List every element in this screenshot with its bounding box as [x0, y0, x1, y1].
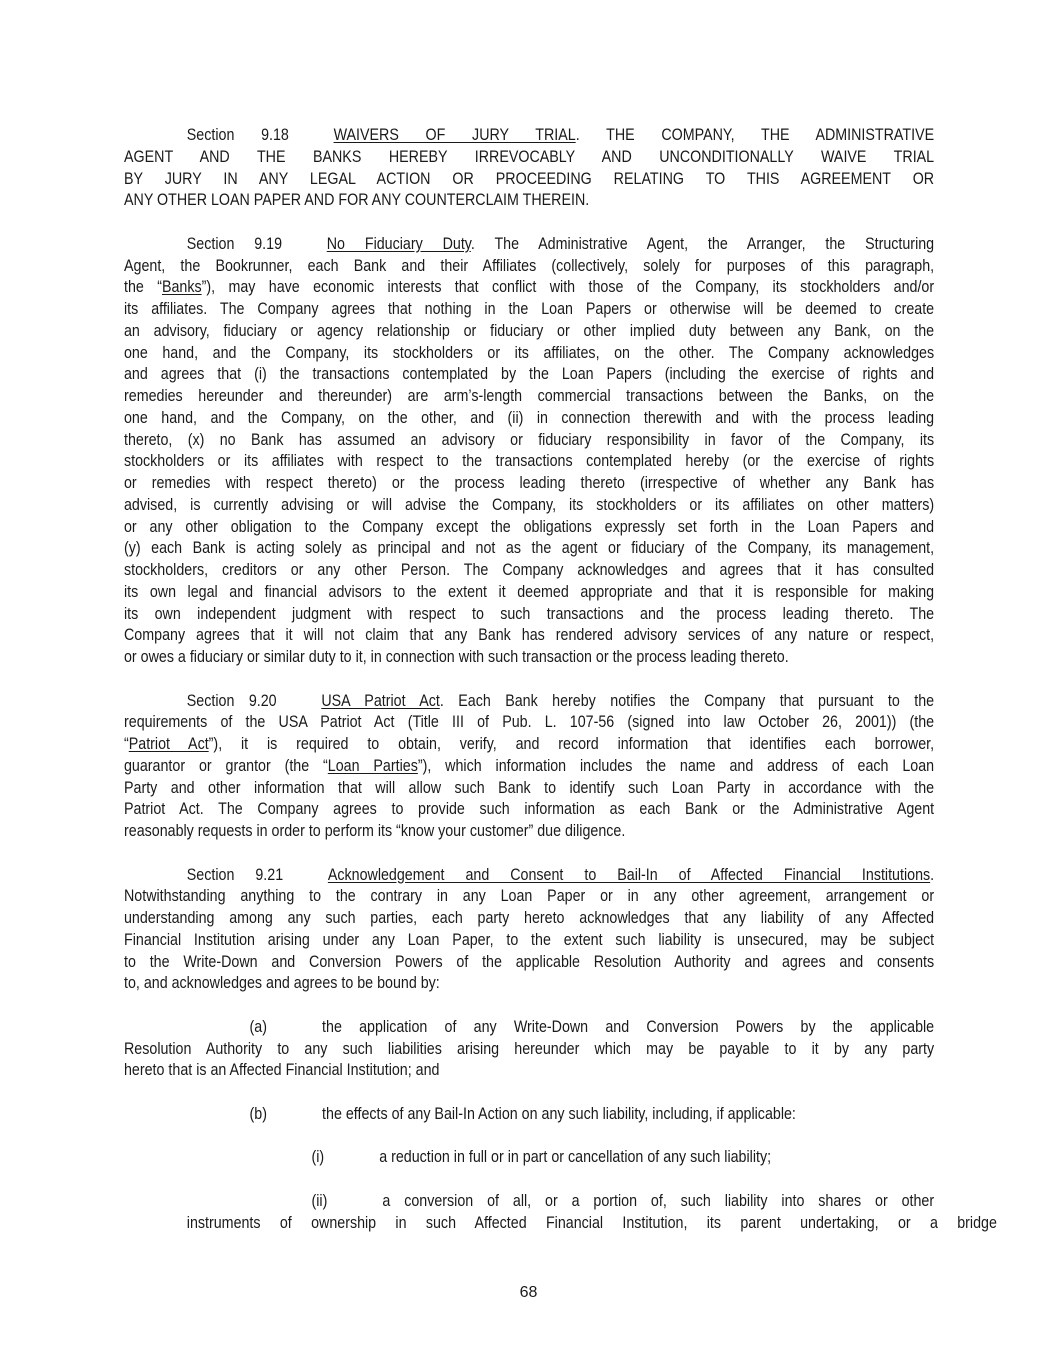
section-line: to the Write-Down and Conversion Powers of the applicable Resolution Authority and agrees and consents: [124, 951, 935, 971]
section-9-21: [124, 864, 934, 995]
defined-term: Patriot Act: [128, 734, 209, 753]
text-span: ”), it is required to obtain, verify, and record information that identifies each borrower,: [208, 734, 935, 753]
section-heading: Acknowledgement and Consent to Bail-In of Affected Financial Institutions: [327, 864, 931, 884]
clause-b: [124, 1103, 934, 1125]
clause-b-i: [124, 1146, 934, 1168]
section-line: stockholders, creditors or any other Person. The Company acknowledges and agrees that it has consulted: [124, 560, 935, 579]
clause-line: hereto that is an Affected Financial Institution; and: [124, 1060, 440, 1080]
section-label: Section 9.20: [186, 690, 277, 710]
text-span: . The Administrative Agent, the Arranger, the Structuring: [470, 233, 935, 253]
document-page: [124, 124, 997, 1233]
clause-label: (ii): [311, 1190, 328, 1210]
section-line: [124, 864, 934, 886]
defined-term: Loan Parties: [327, 755, 418, 775]
section-line: Financial Institution arising under any Loan Paper, to the extent such liability is unsecured, may be subject: [124, 929, 935, 949]
section-line: Notwithstanding anything to the contrary in any Loan Paper or in any other agreement, arrangement or: [124, 886, 935, 906]
section-line: [124, 233, 934, 255]
clause-line: Resolution Authority to any such liabilities arising hereunder which may be payable to it by any party: [124, 1038, 935, 1058]
section-line: understanding among any such parties, each party hereto acknowledges that any liability of any Affected: [124, 908, 935, 927]
section-line: and agrees that (i) the transactions contemplated by the Loan Papers (including the exercise of rights and: [124, 364, 935, 384]
section-heading: No Fiduciary Duty: [326, 233, 471, 253]
section-line: ANY OTHER LOAN PAPER AND FOR ANY COUNTERCLAIM THEREIN.: [124, 190, 590, 210]
section-line: Patriot Act. The Company agrees to provide such information as each Bank or the Administrative Agent: [124, 799, 935, 819]
defined-term: Banks: [161, 277, 202, 297]
text-span: a conversion of all, or a portion of, such liability into shares or other: [382, 1190, 935, 1210]
text-span: ”), which information includes the name and address of each Loan: [417, 755, 935, 775]
clause-label: (i): [311, 1147, 325, 1167]
text-span: “: [124, 734, 129, 753]
text-span: the effects of any Bail-In Action on any such liability, including, if applicable:: [322, 1103, 796, 1123]
clause-line: [124, 1190, 934, 1212]
section-9-19: [124, 233, 934, 668]
text-span: . THE COMPANY, THE ADMINISTRATIVE: [575, 125, 935, 144]
clause-line: instruments of ownership in such Affected Financial Institution, its parent undertaking, or a bridge: [186, 1212, 997, 1232]
section-heading: WAIVERS OF JURY TRIAL: [333, 125, 576, 144]
text-span: the “: [124, 277, 162, 297]
section-line: Company agrees that it will not claim that any Bank has rendered advisory services of any nature or respect,: [124, 625, 935, 645]
section-line: its own legal and financial advisors to the extent it deemed appropriate and that it is responsible for making: [124, 581, 935, 601]
section-line: (y) each Bank is acting solely as principal and not as the agent or fiduciary of the Company, its management,: [124, 538, 935, 558]
section-line: one hand, and the Company, on the other, and (ii) in connection therewith and with the process leading: [124, 407, 935, 427]
section-line: or any other obligation to the Company except the obligations expressly set forth in the Loan Papers and: [124, 516, 935, 536]
clause-b-ii: [124, 1190, 997, 1234]
section-line: or owes a fiduciary or similar duty to it, in connection with such transaction or the process leading thereto.: [124, 647, 789, 666]
text-span: ”), may have economic interests that conflict with those of the Company, its stockholders and/or: [201, 277, 935, 297]
section-label: Section 9.18: [186, 125, 289, 144]
section-9-20: [124, 690, 934, 842]
section-line: Agent, the Bookrunner, each Bank and their Affiliates (collectively, solely for purposes of this paragraph,: [124, 255, 935, 275]
section-line: [124, 690, 934, 712]
text-span: .: [930, 864, 935, 884]
section-line: stockholders or its affiliates with respect to the transactions contemplated hereby (or the exercise of rights: [124, 451, 935, 471]
section-line: its own independent judgment with respect to such transactions and the process leading thereto. The: [124, 603, 935, 623]
section-line: its affiliates. The Company agrees that nothing in the Loan Papers or otherwise will be deemed to create: [124, 299, 935, 318]
section-line: [124, 124, 934, 146]
section-9-18: [124, 124, 934, 211]
text-span: the application of any Write-Down and Conversion Powers by the applicable: [322, 1016, 935, 1036]
section-line: thereto, (x) no Bank has assumed an advisory or fiduciary responsibility in favor of the Company, its: [124, 429, 935, 449]
clause-line: [124, 1103, 934, 1125]
section-line: AGENT AND THE BANKS HEREBY IRREVOCABLY AND UNCONDITIONALLY WAIVE TRIAL: [124, 146, 935, 166]
clause-a: [124, 1016, 934, 1081]
text-span: guarantor or grantor (the “: [124, 755, 328, 775]
section-line: advised, is currently advising or will advise the Company, its stockholders or its affiliates on other matters): [124, 494, 935, 514]
clause-label: (a): [249, 1016, 268, 1036]
section-line: BY JURY IN ANY LEGAL ACTION OR PROCEEDING RELATING TO THIS AGREEMENT OR: [124, 168, 935, 188]
section-line: or remedies with respect thereto) or the process leading thereto (irrespective of whether any Bank has: [124, 473, 935, 492]
section-line: one hand, and the Company, its stockholders or its affiliates, on the other. The Company acknowledges: [124, 342, 935, 362]
clause-line: [124, 1146, 934, 1168]
text-span: a reduction in full or in part or cancellation of any such liability;: [379, 1147, 772, 1167]
section-line: requirements of the USA Patriot Act (Title III of Pub. L. 107-56 (signed into law October 26, 2001)) (the: [124, 712, 935, 732]
clause-label: (b): [249, 1103, 268, 1123]
section-label: Section 9.21: [186, 864, 284, 884]
clause-line: [124, 1016, 934, 1038]
text-span: . Each Bank hereby notifies the Company that pursuant to the: [439, 690, 935, 710]
section-line: an advisory, fiduciary or agency relationship or fiduciary or other implied duty between any Bank, on the: [124, 320, 935, 340]
section-line: remedies hereunder and thereunder) are arm’s-length commercial transactions between the Banks, on the: [124, 386, 935, 405]
section-line: [124, 733, 934, 755]
page-number: 68: [519, 1284, 538, 1301]
section-line: reasonably requests in order to perform its “know your customer” due diligence.: [124, 821, 626, 840]
section-line: Party and other information that will allow such Bank to identify such Loan Party in accordance with the: [124, 777, 935, 797]
section-label: Section 9.19: [186, 233, 283, 253]
section-line: [124, 755, 934, 777]
section-heading: USA Patriot Act: [321, 690, 440, 710]
section-line: to, and acknowledges and agrees to be bound by:: [124, 973, 440, 993]
section-line: [124, 276, 934, 298]
